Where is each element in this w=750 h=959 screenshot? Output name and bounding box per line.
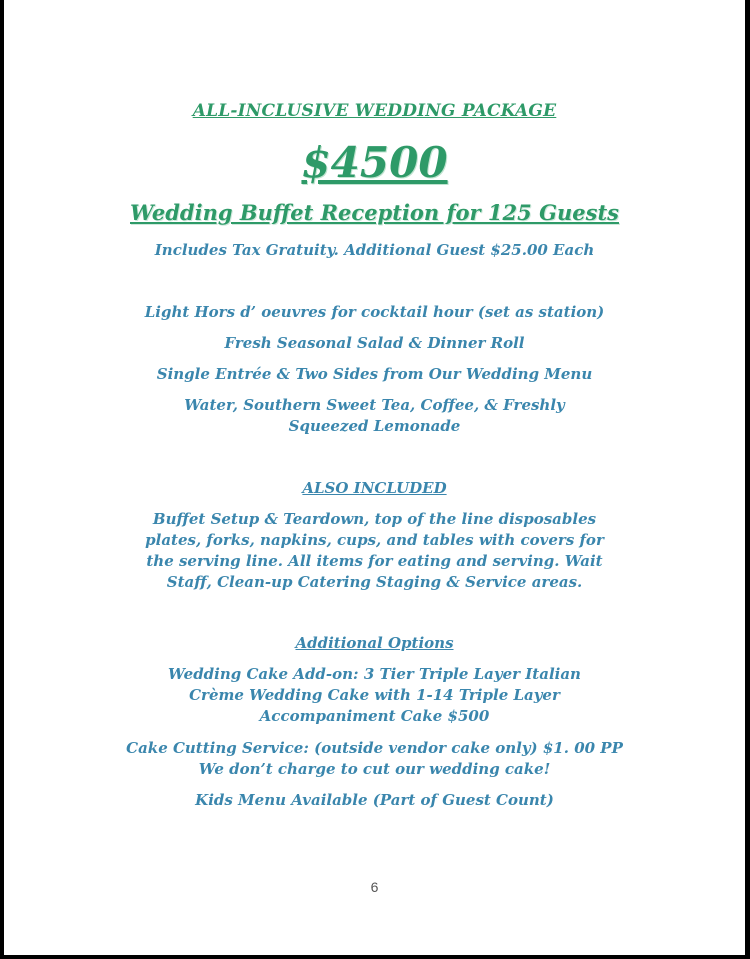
package-item: Water, Southern Sweet Tea, Coffee, & Freshly Squeezed Lemonade bbox=[184, 396, 565, 435]
additional-options-heading: Additional Options bbox=[295, 634, 454, 652]
package-title: ALL-INCLUSIVE WEDDING PACKAGE bbox=[192, 101, 557, 121]
page-number: 6 bbox=[370, 879, 379, 895]
cake-cutting-note: We don’t charge to cut our wedding cake! bbox=[198, 760, 551, 778]
also-included-heading: ALSO INCLUDED bbox=[302, 479, 447, 497]
package-note: Includes Tax Gratuity. Additional Guest $25.00 Each bbox=[154, 241, 595, 259]
kids-menu-option: Kids Menu Available (Part of Guest Count) bbox=[195, 791, 554, 809]
package-subtitle: Wedding Buffet Reception for 125 Guests bbox=[130, 200, 619, 225]
package-item: Light Hors d’ oeuvres for cocktail hour (set as station) bbox=[144, 303, 605, 321]
package-item: Single Entrée & Two Sides from Our Wedding Menu bbox=[156, 365, 593, 383]
also-included-text: Buffet Setup & Teardown, top of the line disposables plates, forks, napkins, cups, and tables with covers for the serving line. All items for eating and serving. Wait Staff, Clean-up Catering Staging & Service areas. bbox=[145, 510, 604, 591]
document-page bbox=[4, 0, 745, 955]
package-price: $4500 bbox=[301, 138, 448, 187]
package-item: Fresh Seasonal Salad & Dinner Roll bbox=[224, 334, 525, 352]
cake-addon-option: Wedding Cake Add-on: 3 Tier Triple Layer Italian Crème Wedding Cake with 1-14 Triple Layer Accompaniment Cake $500 bbox=[168, 665, 581, 725]
cake-cutting-option: Cake Cutting Service: (outside vendor cake only) $1. 00 PP bbox=[126, 739, 623, 757]
